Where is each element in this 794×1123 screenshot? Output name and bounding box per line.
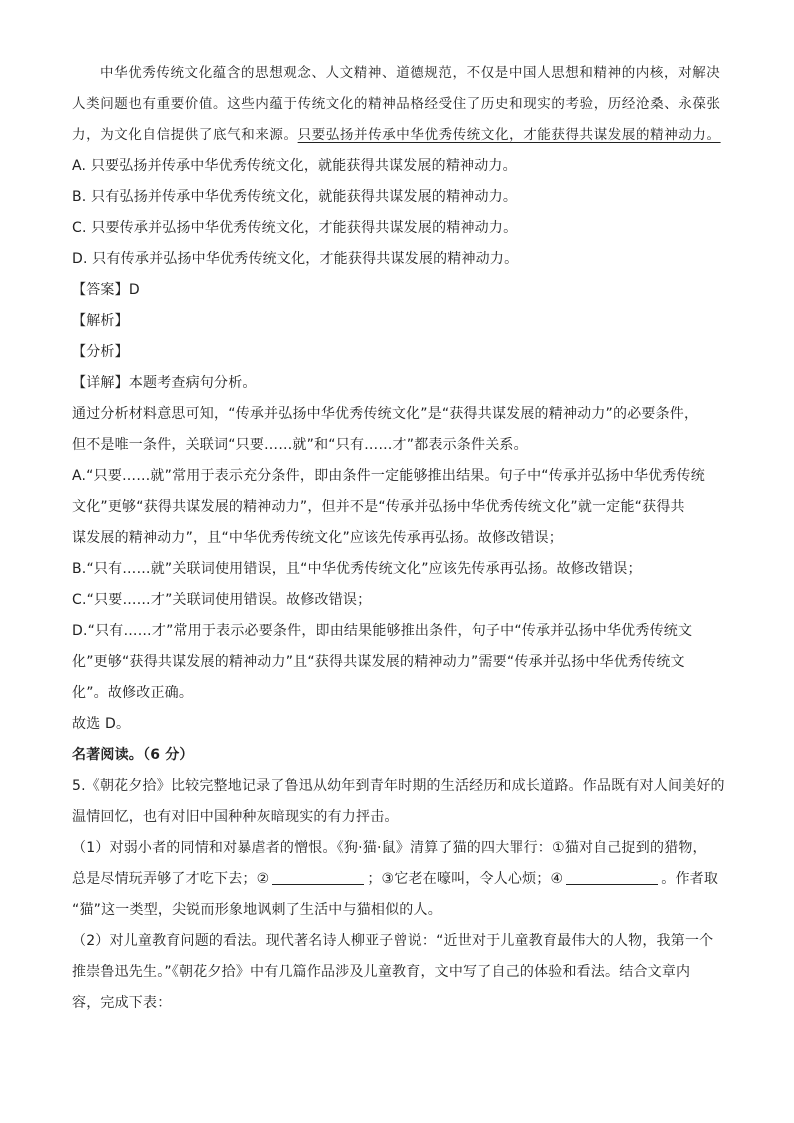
detail-line: 化”。故修改正确。	[72, 685, 194, 701]
underlined-sentence: 只要弘扬并传承中华优秀传统文化，才能获得共谋发展的精神动力。	[297, 127, 721, 143]
answer-value: D	[128, 282, 140, 298]
detail-line: 但不是唯一条件，关联词“只要……就”和“只有……才”都表示条件关系。	[72, 437, 528, 453]
answer-label: 【答案】	[72, 282, 129, 298]
document-page	[72, 58, 724, 1019]
detail-line: 故选 D。	[72, 716, 131, 732]
option-c: C. 只要传承并弘扬中华优秀传统文化，才能获得共谋发展的精神动力。	[72, 220, 518, 236]
q5-line: 容，完成下表：	[72, 995, 172, 1011]
detail-line: 通过分析材料意思可知，“传承并弘扬中华优秀传统文化”是“获得共谋发展的精神动力”的必要条件，	[72, 406, 699, 422]
passage-text: 力，为文化自信提供了底气和来源。	[72, 127, 298, 143]
detail-line: B.“只有……就”关联词使用错误，且“中华优秀传统文化”应该先传承再弘扬。故修改错误；	[72, 561, 642, 577]
detail-line: C.“只要……才”关联词使用错误。故修改错误；	[72, 592, 372, 608]
detail-line: D.“只有……才”常用于表示必要条件，即由结果能够推出条件，句子中“传承并弘扬中华优秀传统文	[72, 623, 693, 639]
passage-line: 中华优秀传统文化蕴含的思想观念、人文精神、道德规范，不仅是中国人思想和精神的内核，对解决	[100, 65, 721, 81]
passage-line	[72, 120, 724, 151]
q5-line: 5.《朝花夕拾》比较完整地记录了鲁迅从幼年到青年时期的生活经历和成长道路。作品既有对人间美好的	[72, 778, 725, 794]
answer-blank[interactable]	[272, 870, 364, 885]
option-a: A. 只要弘扬并传承中华优秀传统文化，就能获得共谋发展的精神动力。	[72, 158, 517, 174]
section-title: 名著阅读。（6 分）	[72, 747, 194, 763]
q5-blank-line	[72, 864, 724, 895]
detail-label: 【详解】	[72, 375, 129, 391]
q5-text: 总是尽情玩弄够了才吃下去；②	[72, 871, 270, 887]
detail-line: A.“只要……就”常用于表示充分条件，即由条件一定能够推出结果。句子中“传承并弘扬中华优秀传统	[72, 468, 705, 484]
q5-text: 。作者取	[661, 871, 719, 887]
option-d: D. 只有传承并弘扬中华优秀传统文化，才能获得共谋发展的精神动力。	[72, 251, 519, 267]
q5-line: 温情回忆，也有对旧中国种种灰暗现实的有力抨击。	[72, 809, 399, 825]
detail-heading	[72, 368, 724, 399]
q5-line: 推崇鲁迅先生。”《朝花夕拾》中有几篇作品涉及儿童教育，文中写了自己的体验和看法。结合文章内	[72, 964, 691, 980]
q5-line: （1）对弱小者的同情和对暴虐者的憎恨。《狗·猫·鼠》清算了猫的四大罪行：①猫对自己捉到的猎物，	[72, 840, 707, 856]
detail-line: 化”更够“获得共谋发展的精神动力”且“获得共谋发展的精神动力”需要“传承并弘扬中华优秀传统文	[72, 654, 685, 670]
jiexi-label: 【解析】	[72, 313, 129, 329]
q5-line: “猫”这一类型，尖锐而形象地讽刺了生活中与猫相似的人。	[72, 902, 442, 918]
detail-intro: 本题考查病句分析。	[128, 375, 257, 391]
fenxi-label: 【分析】	[72, 344, 129, 360]
passage-line: 人类问题也有重要价值。这些内蕴于传统文化的精神品格经受住了历史和现实的考验，历经沧桑、永葆张	[72, 96, 721, 112]
answer-line	[72, 275, 724, 306]
answer-blank[interactable]	[566, 870, 658, 885]
option-b: B. 只有弘扬并传承中华优秀传统文化，就能获得共谋发展的精神动力。	[72, 189, 518, 205]
q5-line: （2）对儿童教育问题的看法。现代著名诗人柳亚子曾说：“近世对于儿童教育最伟大的人物，我第一个	[72, 933, 714, 949]
detail-line: 谋发展的精神动力”，且“中华优秀传统文化”应该先传承再弘扬。故修改错误；	[72, 530, 563, 546]
detail-line: 文化”更够“获得共谋发展的精神动力”，但并不是“传承并弘扬中华优秀传统文化”就一定能“获得共	[72, 499, 685, 515]
q5-text: ；③它老在嚎叫，令人心烦；④	[367, 871, 564, 887]
